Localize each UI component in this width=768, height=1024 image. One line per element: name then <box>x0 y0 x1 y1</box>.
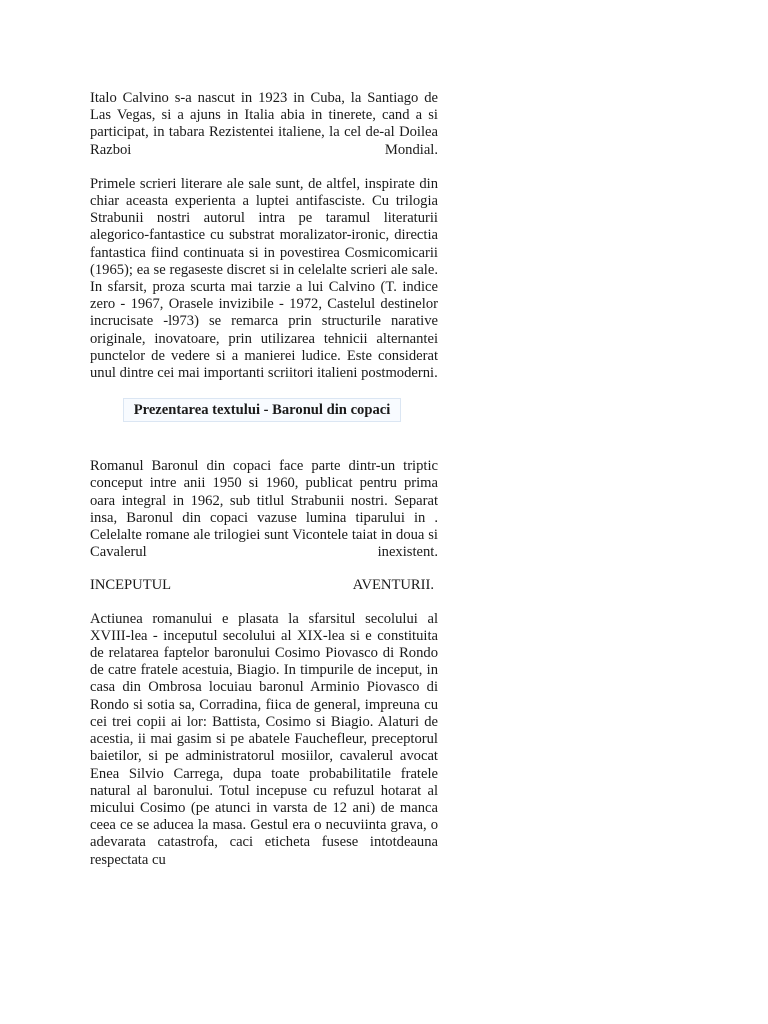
paragraph-plot-summary: Actiunea romanului e plasata la sfarsitul secolului al XVIII-lea - inceputul secolului al XIX-lea si e constituita de relatarea faptelor baronului Cosimo Piovasco di Rondo de catre fratele acestuia, Biagio. In timpurile de inceput, in casa din Ombrosa locuiau baronul Arminio Piovasco di Rondo si sotia sa, Corradina, fiica de general, impreuna cu cei trei copii ai lor: Battista, Cosimo si Biagio. Alaturi de acestia, ii mai gasim si pe abatele Fauchefleur, preceptorul baietilor, si pe administratorul mosiilor, cavalerul avocat Enea Silvio Carrega, dupa toate probabilitatile fratele natural al baronului. Totul incepuse cu refuzul hotarat al micului Cosimo (pe atunci in varsta de 12 ani) de manca ceea ce se aducea la masa. Gestul era o necuviinta grava, o adevarata catastrofa, caci eticheta fusese intotdeauna respectata cu <box>90 610 438 868</box>
document-page <box>90 90 438 869</box>
paragraph-novel-presentation: Romanul Baronul din copaci face parte dintr-un triptic conceput intre anii 1950 si 1960, publicat pentru prima oara integral in 1962, sub titlul Strabunii nostri. Separat insa, Baronul din copaci vazuse lumina tiparului in . Celelalte romane ale trilogiei sunt Vicontele taiat in doua si Cavalerul inexistent. <box>90 458 438 561</box>
paragraph-early-writings: Primele scrieri literare ale sale sunt, de altfel, inspirate din chiar aceasta experienta a luptei antifasciste. Cu trilogia Strabunii nostri autorul intra pe taramul literaturii alegorico-fantastice cu substrat moralizator-ironic, directia fantastica fiind continuata si in povestirea Cosmicomicarii (1965); ea se regaseste discret si in celelalte scrieri ale sale. In sfarsit, proza scurta mai tarzie a lui Calvino (T. indice zero - 1967, Orasele invizibile - 1972, Castelul destinelor incrucisate -l973) se remarca prin structurile narative originale, inovatoare, prin utilizarea tehnicii alternantei punctelor de vedere si a manierei ludice. Este considerat unul dintre cei mai importanti scriitori italieni postmoderni. <box>90 175 438 382</box>
paragraph-calvino-biography: Italo Calvino s-a nascut in 1923 in Cuba, la Santiago de Las Vegas, si a ajuns in Italia abia in tinerete, cand a si participat, in tabara Rezistentei italiene, la cel de-al Doilea Razboi Mondial. <box>90 90 438 158</box>
section-heading: Prezentarea textului - Baronul din copaci <box>123 398 401 422</box>
subheading-beginning: INCEPUTUL AVENTURII. <box>90 577 434 594</box>
